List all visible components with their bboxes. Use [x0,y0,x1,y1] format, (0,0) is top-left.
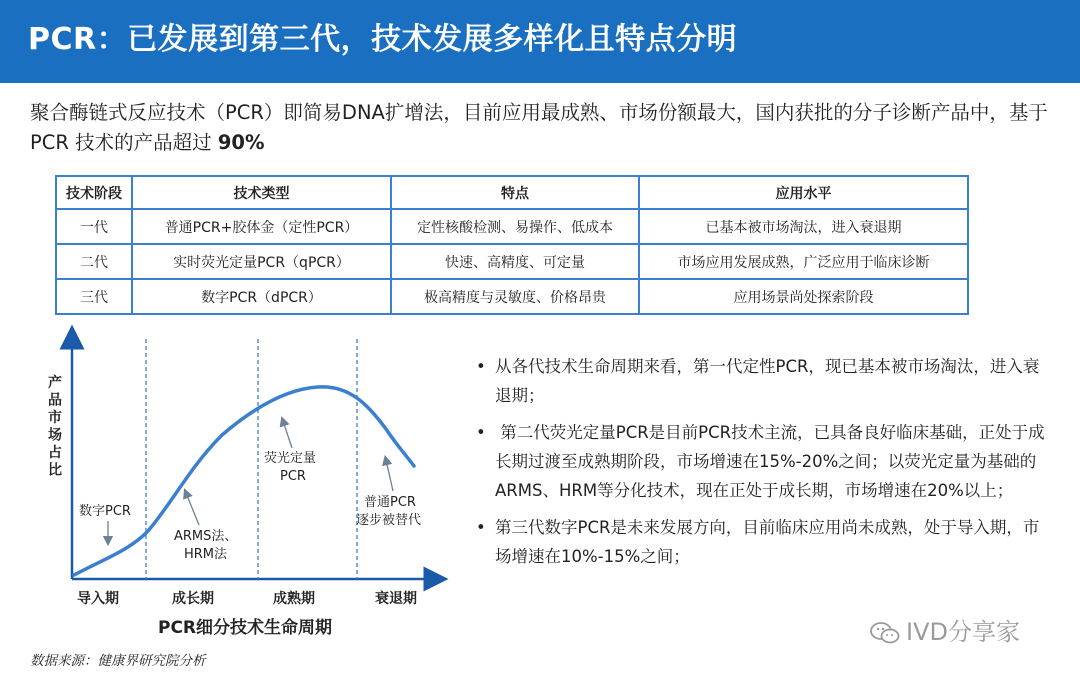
table-header-cell: 技术类型 [132,176,391,209]
table-header-cell: 应用水平 [639,176,968,209]
table-cell: 应用场景尚处探索阶段 [639,279,968,314]
annotation-arrow [186,493,199,525]
bullet-item [476,352,1046,410]
bullet-text: 第三代数字PCR是未来发展方向，目前临床应用尚未成熟，处于导入期，市场增速在10%-15%之间； [495,518,1040,566]
table-cell: 市场应用发展成熟，广泛应用于临床诊断 [639,244,968,279]
data-source-note: 数据来源：健康界研究院分析 [30,653,206,669]
lifecycle-diagram [0,325,470,645]
table-cell: 定性核酸检测、易操作、低成本 [391,209,639,244]
annotation-fluorescent: 荧光定量 [264,451,317,466]
phase-label: 成长期 [172,591,214,607]
table-cell: 数字PCR（dPCR） [132,279,391,314]
table-cell: 三代 [56,279,132,314]
table-cell: 极高精度与灵敏度、价格昂贵 [391,279,639,314]
table-cell: 普通PCR+胶体金（定性PCR） [132,209,391,244]
pcr-generation-table [55,175,969,315]
intro-text: 聚合酶链式反应技术（PCR）即简易DNA扩增法，目前应用最成熟、市场份额最大，国内获批的分子诊断产品中，基于 PCR 技术的产品超过 [30,101,1048,154]
watermark [870,612,1020,647]
annotation-normal-pcr: 普通PCR [364,495,416,510]
intro-paragraph [30,98,1060,158]
table-row [56,279,968,314]
table-row [56,244,968,279]
table-cell: 快速、高精度、可定量 [391,244,639,279]
watermark-text: IVD分享家 [906,618,1020,646]
annotation-arms: ARMS法、 [174,529,238,544]
table-cell: 一代 [56,209,132,244]
table-row [56,209,968,244]
header-bar [0,0,1080,83]
page-title: PCR：已发展到第三代，技术发展多样化且特点分明 [28,22,738,57]
bullet-marker: • [476,423,486,442]
bullet-text: 从各代技术生命周期来看，第一代定性PCR，现已基本被市场淘汰，进入衰退期； [495,357,1040,405]
intro-highlight: 90% [217,131,265,154]
table-cell: 二代 [56,244,132,279]
annotation-arrow [386,460,393,491]
annotation-replaced: 逐步被替代 [356,513,422,528]
annotation-fluorescent-pcr: PCR [280,469,306,484]
bullet-list [476,352,1046,579]
annotation-digital-pcr: 数字PCR [79,504,131,519]
diagram-caption: PCR细分技术生命周期 [157,618,333,638]
phase-label: 导入期 [77,591,119,607]
table-cell: 已基本被市场淘汰，进入衰退期 [639,209,968,244]
bullet-item [476,418,1046,505]
table-header-row [56,176,968,209]
bullet-marker: • [476,518,486,537]
bullet-item [476,513,1046,571]
annotation-hrm: HRM法 [184,547,228,562]
table-header-cell: 技术阶段 [56,176,132,209]
wechat-logo-icon [870,620,900,646]
bullet-marker: • [476,357,486,376]
y-axis-label: 产品市场占比 [48,375,62,479]
phase-label: 衰退期 [375,591,417,607]
table-cell: 实时荧光定量PCR（qPCR） [132,244,391,279]
lifecycle-curve [74,387,414,575]
annotation-arrow [283,421,292,448]
bullet-text: 第二代荧光定量PCR是目前PCR技术主流，已具备良好临床基础，正处于成长期过渡至成熟期阶段，市场增速在15%-20%之间；以荧光定量为基础的ARMS、HRM等分化技术，现在正处于成长期，市场增速在20%以上； [495,423,1045,500]
table-header-cell: 特点 [391,176,639,209]
phase-label: 成熟期 [273,591,315,607]
